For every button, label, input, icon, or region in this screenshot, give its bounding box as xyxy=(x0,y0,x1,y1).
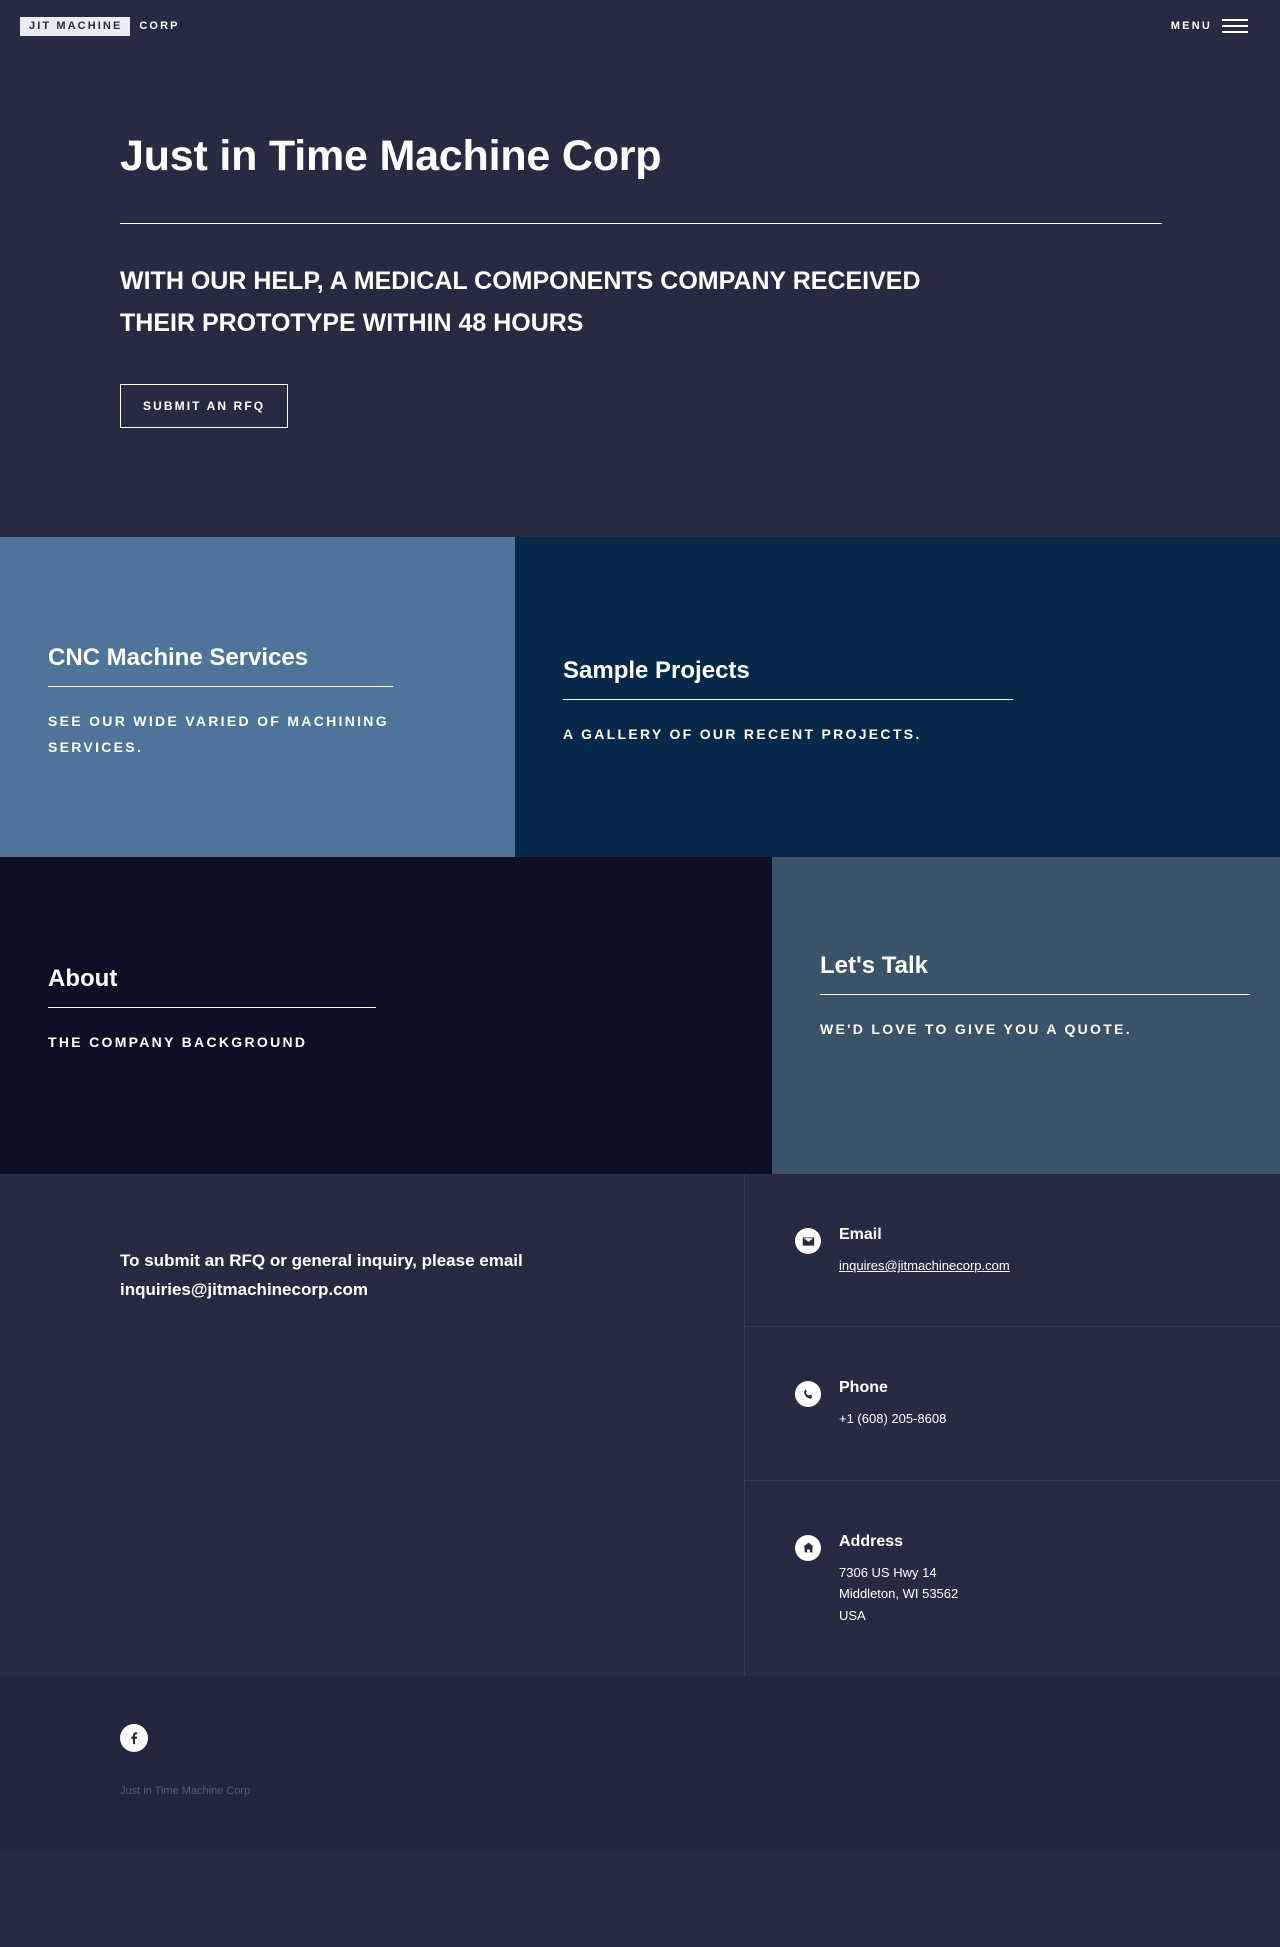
contact-item-value xyxy=(839,1255,1010,1276)
panel-about[interactable] xyxy=(0,857,772,1174)
panel-title: CNC Machine Services xyxy=(48,644,309,671)
hero-divider xyxy=(120,223,1162,224)
contact-item-address xyxy=(745,1481,1280,1676)
site-footer xyxy=(0,1676,1280,1849)
page-title: Just in Time Machine Corp xyxy=(120,132,662,180)
panel-sample-projects[interactable] xyxy=(515,537,1280,857)
hamburger-icon[interactable] xyxy=(1222,19,1248,33)
brand-mark: JIT MACHINE xyxy=(20,17,130,36)
contact-item-email xyxy=(745,1174,1280,1327)
facebook-icon[interactable] xyxy=(120,1724,148,1752)
brand-logo[interactable] xyxy=(20,17,180,36)
contact-item-phone xyxy=(745,1327,1280,1480)
envelope-icon xyxy=(795,1228,821,1254)
contact-intro-block xyxy=(0,1174,744,1676)
panel-description: SEE OUR WIDE VARIED OF MACHINING SERVICES. xyxy=(48,713,389,755)
address-line-1: 7306 US Hwy 14 xyxy=(839,1564,937,1580)
panel-title: Sample Projects xyxy=(563,657,750,684)
phone-icon xyxy=(795,1381,821,1407)
panel-title: Let's Talk xyxy=(820,952,928,979)
contact-section xyxy=(0,1174,1280,1676)
panel-row-top xyxy=(0,537,1280,857)
email-link[interactable]: inquires@jitmachinecorp.com xyxy=(839,1258,1010,1273)
home-icon xyxy=(795,1535,821,1561)
panel-description: A GALLERY OF OUR RECENT PROJECTS. xyxy=(563,726,922,742)
address-line-3: USA xyxy=(839,1607,866,1623)
panel-divider xyxy=(48,686,393,687)
panel-divider xyxy=(563,699,1013,700)
panel-row-bottom xyxy=(0,857,1280,1174)
menu-label: MENU xyxy=(1170,20,1212,32)
panel-divider xyxy=(820,994,1250,995)
site-header xyxy=(0,0,1280,52)
contact-item-title: Phone xyxy=(839,1379,888,1397)
panel-lets-talk[interactable] xyxy=(772,857,1280,1174)
hero-subtitle: WITH OUR HELP, A MEDICAL COMPONENTS COMPANY RECEIVED THEIR PROTOTYPE WITHIN 48 HOURS xyxy=(120,267,921,338)
contact-intro-text: To submit an RFQ or general inquiry, please email inquiries@jitmachinecorp.com xyxy=(120,1251,523,1300)
footer-copyright: Just in Time Machine Corp xyxy=(120,1785,251,1798)
contact-item-title: Email xyxy=(839,1226,882,1243)
contact-item-title: Address xyxy=(839,1532,904,1550)
panel-title: About xyxy=(48,965,118,992)
panel-description: THE COMPANY BACKGROUND xyxy=(48,1034,308,1050)
hero-section xyxy=(0,52,1280,537)
panel-divider xyxy=(48,1007,376,1008)
contact-details-list xyxy=(744,1174,1280,1676)
submit-rfq-button[interactable]: SUBMIT AN RFQ xyxy=(120,384,288,428)
panel-cnc-machine-services[interactable] xyxy=(0,537,515,857)
contact-item-value: +1 (608) 205-8608 xyxy=(839,1411,947,1427)
brand-suffix: CORP xyxy=(139,20,180,32)
address-line-2: Middleton, WI 53562 xyxy=(839,1586,959,1602)
panel-description: WE'D LOVE TO GIVE YOU A QUOTE. xyxy=(820,1021,1132,1037)
menu-toggle[interactable] xyxy=(1171,19,1248,33)
